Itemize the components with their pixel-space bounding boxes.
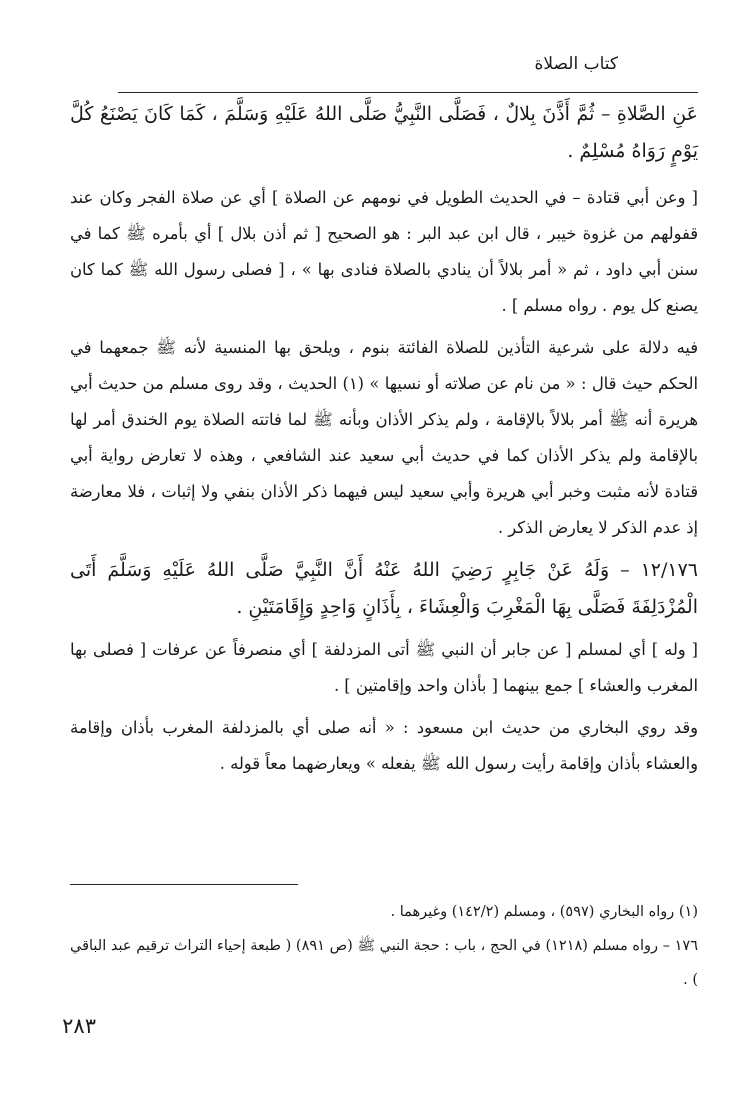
page-number: ٢٨٣ [62, 1014, 96, 1038]
header-rule [118, 92, 698, 93]
footnotes [70, 895, 698, 997]
commentary-paragraph: فيه دلالة على شرعية التأذين للصلاة الفائتة بنوم ، ويلحق بها المنسية لأنه ﷺ جمعهما في الحكم حيث قال : « من نام عن صلاته أو نسيها » (١) الحديث ، وقد روى مسلم من حديث أبي هريرة أنه ﷺ أمر بلالاً بالإقامة ، ولم يذكر الأذان وبأنه ﷺ لما فاتته الصلاة يوم الخندق أمر لها بالإقامة ولم يذكر الأذان كما في حديث أبي سعيد عند الشافعي ، وهذه لا تعارض رواية أبي قتادة لأنه مثبت وخبر أبي هريرة وأبي سعيد ليس فيهما ذكر الأذان بنفي ولا إثبات ، فلا معارضة إذ عدم الذكر لا يعارض الذكر . [70, 338, 698, 537]
commentary-paragraph: وقد روي البخاري من حديث ابن مسعود : « أنه صلى أي بالمزدلفة المغرب بأذان وإقامة والعشاء بأذان وإقامة رأيت رسول الله ﷺ يفعله » ويعارضهما معاً قوله . [70, 718, 698, 773]
hadith-continuation: عَنِ الصَّلاةِ – ثُمَّ أَذَّنَ بِلالٌ ، فَصَلَّى النَّبِيُّ صَلَّى اللهُ عَلَيْهِ وَسَلَّمَ ، كَمَا كَانَ يَصْنَعُ كُلَّ يَوْمٍ رَوَاهُ مُسْلِمٌ . [70, 103, 698, 162]
footnote-rule [70, 884, 298, 885]
footnote: ١٧٦ – رواه مسلم (١٢١٨) في الحج ، باب : حجة النبي ﷺ (ص ٨٩١) ( طبعة إحياء التراث ترقيم عبد الباقي ) . [70, 938, 698, 988]
main-text [70, 96, 698, 782]
footnote: (١) رواه البخاري (٥٩٧) ، ومسلم (١٤٢/٢) وغيرهما . [390, 904, 698, 920]
commentary-paragraph: [ وعن أبي قتادة – في الحديث الطويل في نومهم عن الصلاة ] أي عن صلاة الفجر وكان عند قفولهم من غزوة خيبر ، قال ابن عبد البر : هو الصحيح [ ثم أذن بلال ] أي بأمره ﷺ كما في سنن أبي داود ، ثم « أمر بلالاً أن ينادي بالصلاة فنادى بها » ، [ فصلى رسول الله ﷺ كما كان يصنع كل يوم . رواه مسلم ] . [70, 188, 698, 315]
running-head: كتاب الصلاة [534, 54, 618, 74]
commentary-paragraph: [ وله ] أي لمسلم [ عن جابر أن النبي ﷺ أتى المزدلفة ] أي منصرفاً عن عرفات [ فصلى بها المغرب والعشاء ] جمع بينهما [ بأذان واحد وإقامتين ] . [70, 640, 698, 695]
hadith-text: ١٢/١٧٦ – وَلَهُ عَنْ جَابِرٍ رَضِيَ اللهُ عَنْهُ أَنَّ النَّبِيَّ صَلَّى اللهُ عَلَيْهِ وَسَلَّمَ أَتَى الْمُزْدَلِفَةَ فَصَلَّى بِهَا الْمَغْرِبَ وَالْعِشَاءَ ، بِأَذَانٍ وَاحِدٍ وَإِقَامَتَيْنِ . [70, 559, 698, 618]
